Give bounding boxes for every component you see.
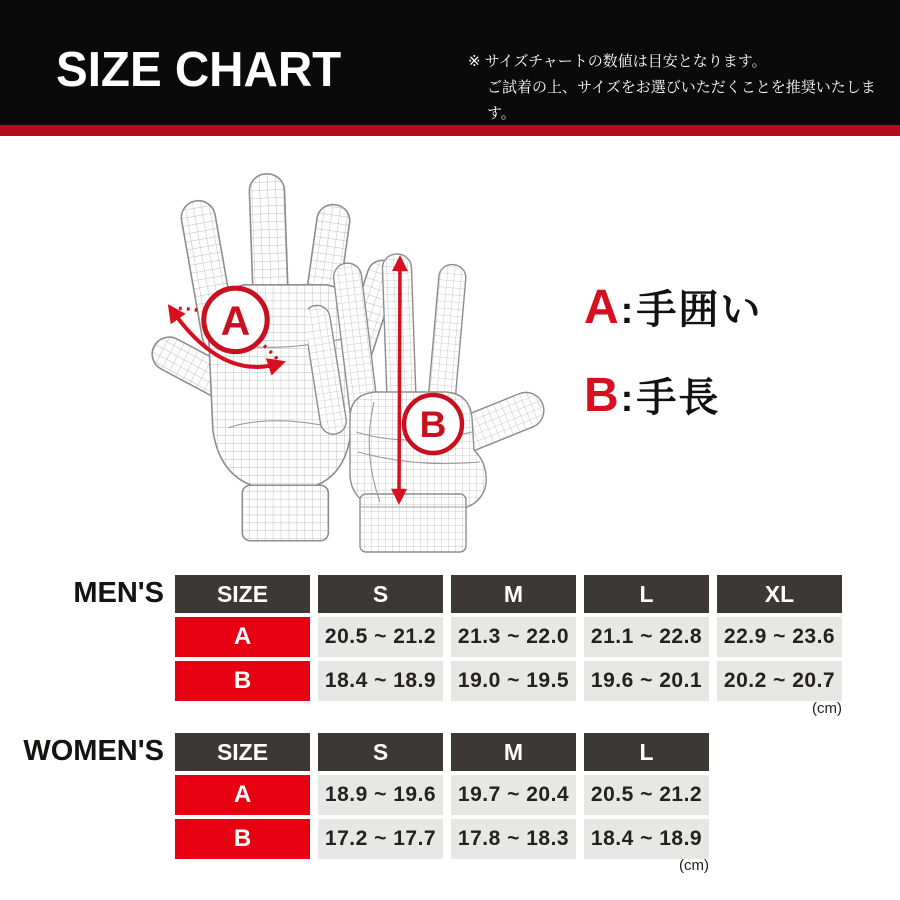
mens-row-a-label: A: [175, 617, 310, 657]
mens-header-s: S: [318, 575, 443, 613]
mens-b-xl: 20.2 ~ 20.7: [717, 661, 842, 701]
legend-hand-circumference: [584, 278, 762, 335]
legend-a-text: 手囲い: [636, 288, 763, 332]
mens-section-label: MEN'S: [73, 577, 164, 609]
mens-row-b-label: B: [175, 661, 310, 701]
womens-b-m: 17.8 ~ 18.3: [451, 819, 576, 859]
measurement-a-badge-label: A: [220, 297, 251, 344]
mens-header-xl: XL: [717, 575, 842, 613]
legend-a-colon: :: [620, 290, 634, 332]
womens-a-m: 19.7 ~ 20.4: [451, 775, 576, 815]
legend-a-key: A: [584, 281, 619, 334]
mens-header-m: M: [451, 575, 576, 613]
mens-header-size: SIZE: [175, 575, 310, 613]
womens-a-l: 20.5 ~ 21.2: [584, 775, 709, 815]
womens-header-m: M: [451, 733, 576, 771]
legend-b-text: 手長: [636, 376, 721, 420]
mens-a-xl: 22.9 ~ 23.6: [717, 617, 842, 657]
womens-size-table: [175, 733, 709, 859]
womens-b-s: 17.2 ~ 17.7: [318, 819, 443, 859]
womens-header-s: S: [318, 733, 443, 771]
legend-hand-length: [584, 366, 720, 423]
measurement-b-arrow: [399, 260, 400, 500]
mens-b-l: 19.6 ~ 20.1: [584, 661, 709, 701]
mens-a-s: 20.5 ~ 21.2: [318, 617, 443, 657]
mens-a-m: 21.3 ~ 22.0: [451, 617, 576, 657]
mens-b-s: 18.4 ~ 18.9: [318, 661, 443, 701]
womens-header-l: L: [584, 733, 709, 771]
womens-unit-note: (cm): [679, 857, 709, 874]
hand-diagram-length: [308, 252, 553, 554]
womens-section-label: WOMEN'S: [23, 735, 164, 767]
mens-a-l: 21.1 ~ 22.8: [584, 617, 709, 657]
mens-header-l: L: [584, 575, 709, 613]
womens-a-s: 18.9 ~ 19.6: [318, 775, 443, 815]
measurement-b-badge-label: B: [419, 404, 447, 445]
legend-b-colon: :: [620, 378, 634, 420]
womens-row-b-label: B: [175, 819, 310, 859]
banner-note-line1: ※ サイズチャートの数値は目安となります。: [468, 53, 767, 70]
mens-unit-note: (cm): [812, 700, 842, 717]
womens-b-l: 18.4 ~ 18.9: [584, 819, 709, 859]
womens-row-a-label: A: [175, 775, 310, 815]
mens-size-table: [175, 575, 842, 701]
mens-b-m: 19.0 ~ 19.5: [451, 661, 576, 701]
banner-note-line2: ご試着の上、サイズをお選びいただくことを推奨いたします。: [487, 79, 876, 122]
womens-header-size: SIZE: [175, 733, 310, 771]
banner-note: [468, 49, 900, 127]
page-title: SIZE CHART: [56, 43, 342, 97]
legend-b-key: B: [584, 369, 619, 422]
